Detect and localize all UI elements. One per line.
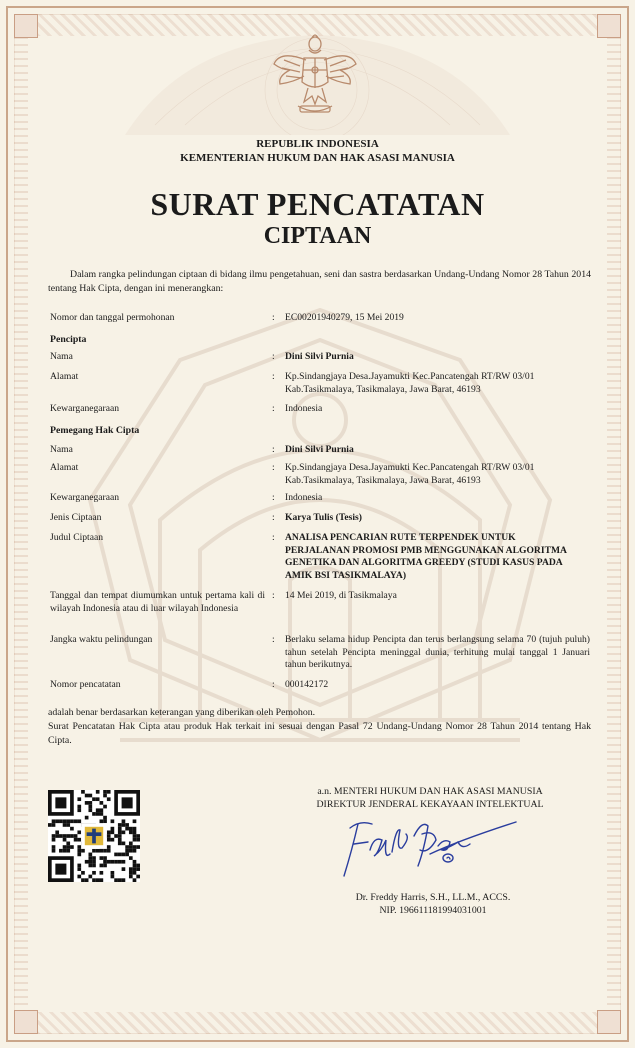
- pencipta-address-label: Alamat: [50, 371, 79, 382]
- pencipta-name: Dini Silvi Purnia: [285, 351, 354, 362]
- pencipta-nationality: Indonesia: [285, 403, 323, 414]
- announce-label: Tanggal dan tempat diumumkan untuk pertama kali di wilayah Indonesia atau di luar wilayah Indonesia: [50, 590, 265, 614]
- document-subtitle: CIPTAAN: [263, 223, 372, 249]
- signatory-nip: NIP. 196611181994031001: [379, 905, 487, 916]
- section-pencipta: Pencipta: [50, 334, 87, 345]
- corner-ornament: [14, 1010, 38, 1034]
- colon: :: [272, 351, 275, 362]
- colon: :: [272, 444, 275, 455]
- header-ministry: KEMENTERIAN HUKUM DAN HAK ASASI MANUSIA: [180, 152, 455, 164]
- garuda-emblem-icon: [270, 30, 360, 122]
- pencipta-address: Kp.Sindangjaya Desa.Jayamukti Kec.Pancatengah RT/RW 03/01 Kab.Tasikmalaya, Tasikmalaya, Jawa Barat, 46193: [285, 371, 535, 395]
- signature-icon: [330, 810, 520, 890]
- closing-paragraph: Surat Pencatatan Hak Cipta atau produk Hak terkait ini sesuai dengan Pasal 72 Undang-Undang Nomor 28 Tahun 2014 tentang Hak Cipta.: [48, 721, 591, 746]
- period-label: Jangka waktu pelindungan: [50, 634, 153, 645]
- intro-paragraph: Dalam rangka pelindungan ciptaan di bidang ilmu pengetahuan, seni dan sastra berdasarkan Undang-Undang Nomor 28 Tahun 2014 tentang Hak Cipta, dengan ini menerangkan:: [48, 269, 591, 294]
- closing-line: adalah benar berdasarkan keterangan yang diberikan oleh Pemohon.: [48, 707, 316, 718]
- qr-code-icon: [48, 790, 140, 882]
- colon: :: [272, 462, 275, 473]
- pemegang-address: Kp.Sindangjaya Desa.Jayamukti Kec.Pancatengah RT/RW 03/01 Kab.Tasikmalaya, Tasikmalaya, Jawa Barat, 46193: [285, 462, 535, 486]
- record-label: Nomor pencatatan: [50, 679, 121, 690]
- record-number: 000142172: [285, 679, 329, 690]
- corner-ornament: [14, 14, 38, 38]
- work-title-label: Judul Ciptaan: [50, 532, 104, 543]
- signatory-name: Dr. Freddy Harris, S.H., LL.M., ACCS.: [355, 892, 511, 903]
- document-title: SURAT PENCATATAN: [150, 186, 485, 222]
- corner-ornament: [597, 14, 621, 38]
- colon: :: [272, 492, 275, 503]
- colon: :: [272, 590, 275, 601]
- corner-ornament: [597, 1010, 621, 1034]
- colon: :: [272, 532, 275, 543]
- pemegang-nationality-label: Kewarganegaraan: [50, 492, 120, 503]
- pencipta-nationality-label: Kewarganegaraan: [50, 403, 120, 414]
- left-ornament: [14, 36, 28, 1012]
- work-type: Karya Tulis (Tesis): [285, 512, 362, 523]
- work-title: ANALISA PENCARIAN RUTE TERPENDEK UNTUK PERJALANAN PROMOSI PMB MENGGUNAKAN ALGORITMA GENETIKA DAN ALGORITMA GREEDY (STUDI KASUS PADA AMIK BSI TASIKMALAYA): [285, 532, 567, 581]
- bottom-ornament: [14, 1012, 621, 1034]
- application-label: Nomor dan tanggal permohonan: [50, 312, 175, 323]
- right-ornament: [607, 36, 621, 1012]
- pemegang-name-label: Nama: [50, 444, 73, 455]
- pencipta-name-label: Nama: [50, 351, 73, 362]
- application-value: EC00201940279, 15 Mei 2019: [285, 312, 404, 323]
- pemegang-nationality: Indonesia: [285, 492, 323, 503]
- work-type-label: Jenis Ciptaan: [50, 512, 102, 523]
- colon: :: [272, 312, 275, 323]
- section-pemegang: Pemegang Hak Cipta: [50, 425, 140, 436]
- pemegang-address-label: Alamat: [50, 462, 79, 473]
- announce-value: 14 Mei 2019, di Tasikmalaya: [285, 590, 397, 601]
- colon: :: [272, 679, 275, 690]
- signatory-position: DIREKTUR JENDERAL KEKAYAAN INTELEKTUAL: [316, 799, 544, 810]
- colon: :: [272, 403, 275, 414]
- period-value: Berlaku selama hidup Pencipta dan terus berlangsung selama 70 (tujuh puluh) tahun setelah Pencipta meninggal dunia, terhitung mulai tanggal 1 Januari tahun berikutnya.: [285, 634, 590, 670]
- colon: :: [272, 634, 275, 645]
- colon: :: [272, 371, 275, 382]
- colon: :: [272, 512, 275, 523]
- header-country: REPUBLIK INDONESIA: [256, 138, 379, 150]
- signatory-on-behalf: a.n. MENTERI HUKUM DAN HAK ASASI MANUSIA: [317, 786, 543, 797]
- pemegang-name: Dini Silvi Purnia: [285, 444, 354, 455]
